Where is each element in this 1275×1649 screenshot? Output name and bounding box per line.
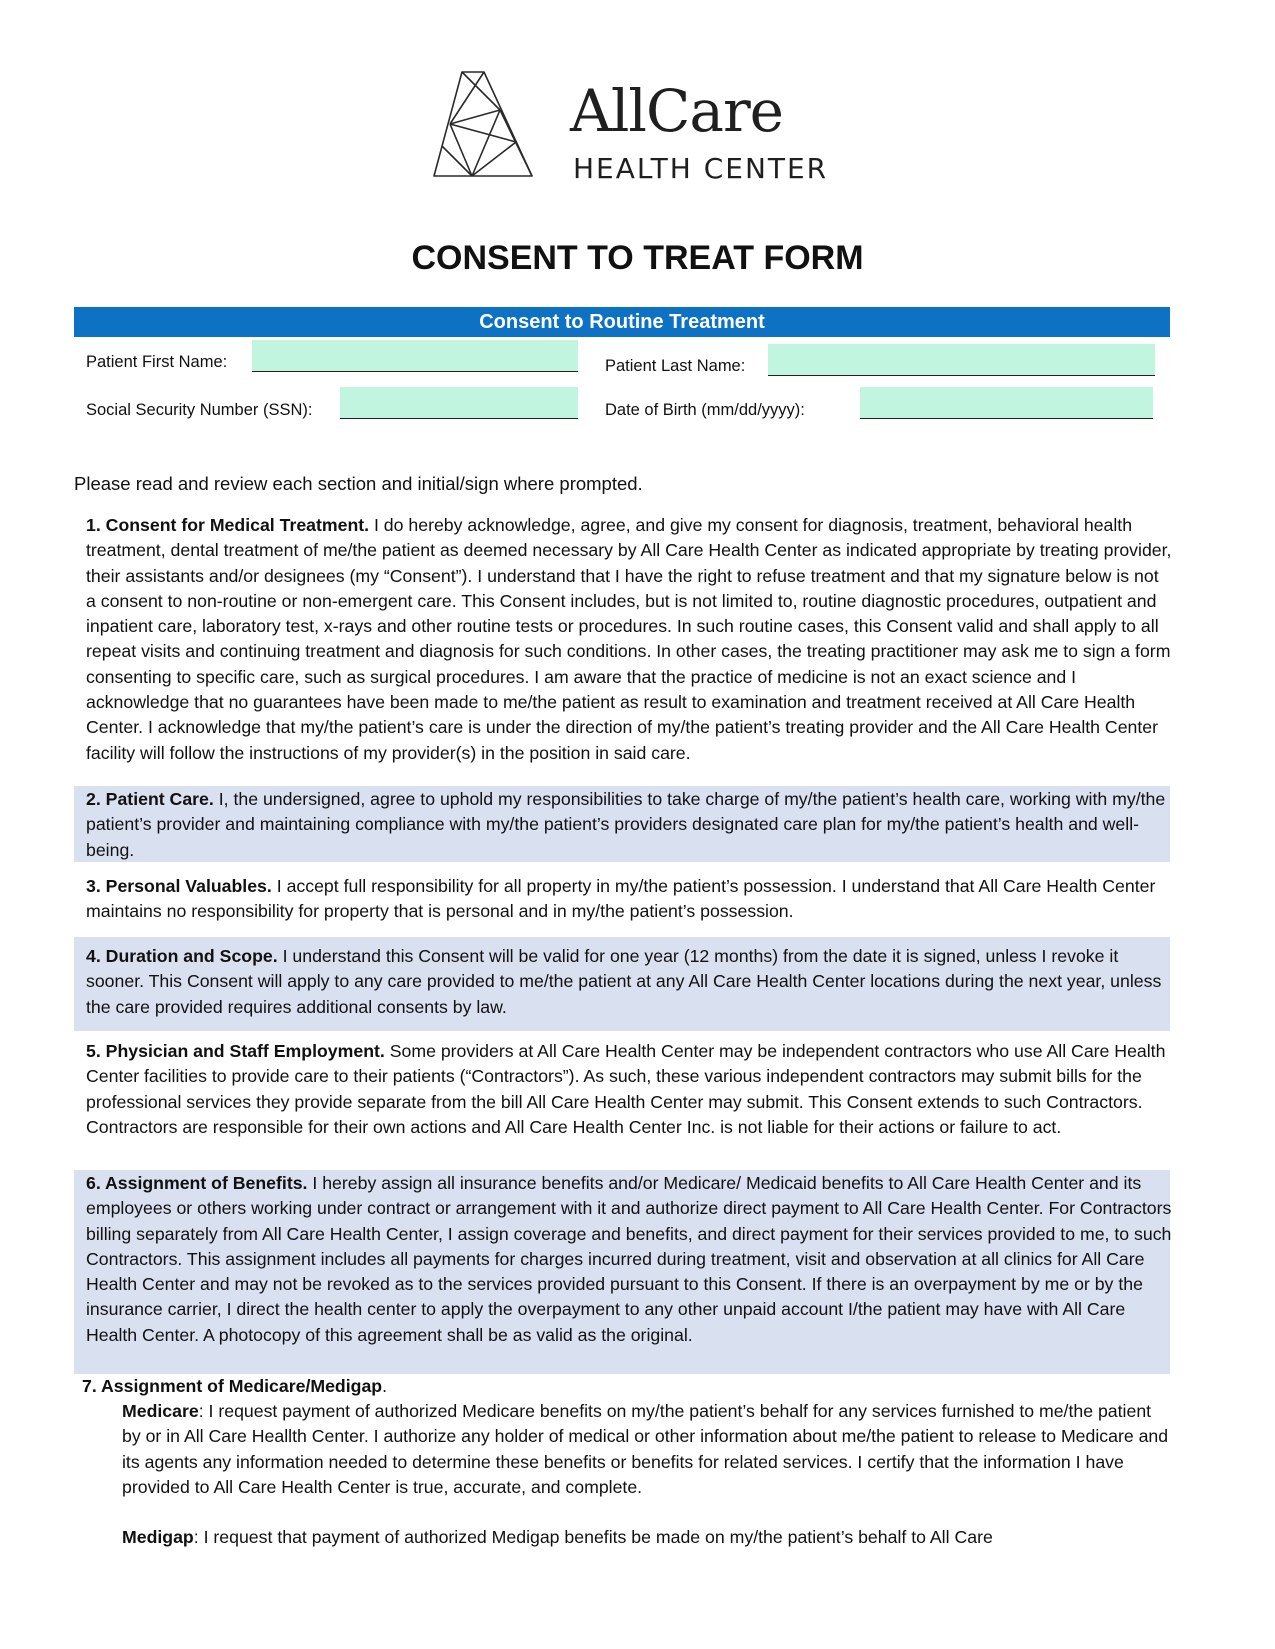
section-medicare-medigap bbox=[82, 1374, 1168, 1399]
subsection-heading: Medicare bbox=[122, 1401, 199, 1421]
section-text: Some providers at All Care Health Center may be independent contractors who use All Care Health Center facilities to provide care to their patients (“Contractors”). As such, these various independent contractors may submit bills for the professional services they provide separate from the bill All Care Health Center may submit. This Consent extends to such Contractors. Contractors are responsible for their own actions and All Care Health Center Inc. is not liable for their actions or failure to act. bbox=[86, 1041, 1166, 1137]
section-medical-treatment bbox=[86, 513, 1172, 766]
logo-wordmark: AllCare bbox=[570, 77, 783, 145]
dob-input[interactable] bbox=[860, 387, 1153, 419]
section-patient-care bbox=[86, 787, 1172, 863]
section-heading: 1. Consent for Medical Treatment. bbox=[86, 515, 370, 535]
section-heading: 7. Assignment of Medicare/Medigap bbox=[82, 1376, 383, 1396]
section-text: I, the undersigned, agree to uphold my responsibilities to take charge of my/the patient’s health care, working with my/the patient’s provider and maintaining compliance with my/the patient’s providers designated care plan for my/the patient’s health and well-being. bbox=[86, 789, 1166, 860]
logo bbox=[432, 70, 832, 188]
section-personal-valuables bbox=[86, 874, 1172, 925]
subsection-heading: Medigap bbox=[122, 1527, 194, 1547]
logo-subtitle: HEALTH CENTER bbox=[573, 152, 829, 185]
section-text: I accept full responsibility for all property in my/the patient’s possession. I understand that All Care Health Center maintains no responsibility for property that is personal and in my/the patient’s possession. bbox=[86, 876, 1156, 922]
section-heading: 2. Patient Care. bbox=[86, 789, 214, 809]
ssn-input[interactable] bbox=[340, 387, 578, 419]
last-name-label: Patient Last Name: bbox=[605, 357, 746, 375]
dob-label: Date of Birth (mm/dd/yyyy): bbox=[605, 401, 805, 419]
subsection-text: : I request that payment of authorized Medigap benefits be made on my/the patient’s behalf to All Care bbox=[193, 1527, 993, 1547]
instructions-text: Please read and review each section and initial/sign where prompted. bbox=[74, 473, 643, 494]
section-text: I understand this Consent will be valid for one year (12 months) from the date it is signed, unless I revoke it sooner. This Consent will apply to any care provided to me/the patient at any All Care Health Center locations during the next year, unless the care provided requires additional consents by law. bbox=[86, 946, 1162, 1017]
first-name-input[interactable] bbox=[252, 340, 578, 372]
first-name-label: Patient First Name: bbox=[86, 353, 228, 371]
section-text: . bbox=[382, 1376, 388, 1396]
section-assignment-benefits bbox=[86, 1171, 1172, 1348]
section-heading: 4. Duration and Scope. bbox=[86, 946, 278, 966]
last-name-input[interactable] bbox=[768, 344, 1155, 376]
section-duration-scope bbox=[86, 944, 1172, 1020]
section-text: I do hereby acknowledge, agree, and give my consent for diagnosis, treatment, behavioral health treatment, dental treatment of me/the patient as deemed necessary by All Care Health Center as indicated appropriate by treating provider, their assistants and/or designees (my “Consent”). I understand that I have the right to refuse treatment and that my signature below is not a consent to non-routine or non-emergent care. This Consent includes, but is not limited to, routine diagnostic procedures, outpatient and inpatient care, laboratory test, x-rays and other routine tests or procedures. In such routine cases, this Consent valid and shall apply to all repeat visits and continuing treatment and diagnosis for such conditions. In other cases, the treating practitioner may ask me to sign a form consenting to specific care, such as surgical procedures. I am aware that the practice of medicine is not an exact science and I acknowledge that no guarantees have been made to me/the patient as result to examination and treatment received at All Care Health Center. I acknowledge that my/the patient’s care is under the direction of my/the patient’s treating provider and the All Care Health Center facility will follow the instructions of my provider(s) in the position in said care. bbox=[86, 515, 1172, 763]
subsection-text: : I request payment of authorized Medicare benefits on my/the patient’s behalf for any services furnished to me/the patient by or in All Care Heallth Center. I authorize any holder of medical or other information about me/the patient to release to Medicare and its agents any information needed to determine these benefits or benefits for related services. I certify that the information I have provided to All Care Health Center is true, accurate, and complete. bbox=[122, 1401, 1169, 1497]
subsection-medigap bbox=[122, 1525, 1172, 1550]
section-physician-staff bbox=[86, 1039, 1172, 1140]
section-text: I hereby assign all insurance benefits and/or Medicare/ Medicaid benefits to All Care Health Center and its employees or others working under contract or arrangement with it and authorize direct payment to All Care Health Center. For Contractors billing separately from All Care Health Center, I assign coverage and benefits, and direct payment for their services provided to me, to such Contractors. This assignment includes all payments for charges incurred during treatment, visit and observation at all clinics for All Care Health Center and may not be revoked as to the services provided pursuant to this Consent. If there is an overpayment by me or by the insurance carrier, I direct the health center to apply the overpayment to any other unpaid account I/the patient may have with All Care Health Center. A photocopy of this agreement shall be as valid as the original. bbox=[86, 1173, 1172, 1345]
allcare-logo-icon bbox=[432, 70, 536, 178]
section-heading: 5. Physician and Staff Employment. bbox=[86, 1041, 385, 1061]
section-heading: 6. Assignment of Benefits. bbox=[86, 1173, 308, 1193]
page-title: CONSENT TO TREAT FORM bbox=[411, 239, 864, 277]
subsection-medicare bbox=[122, 1399, 1172, 1500]
section-heading: 3. Personal Valuables. bbox=[86, 876, 272, 896]
ssn-label: Social Security Number (SSN): bbox=[86, 401, 313, 419]
section-header-bar: Consent to Routine Treatment bbox=[74, 307, 1170, 337]
